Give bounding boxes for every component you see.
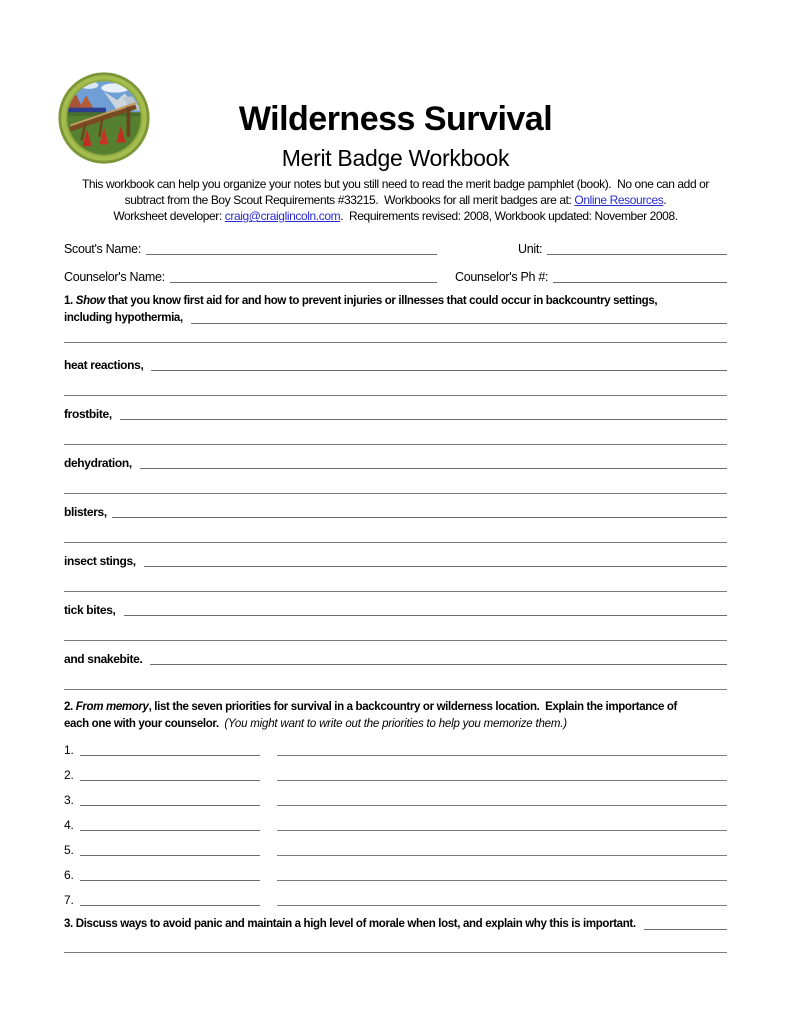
scout-name-group (64, 241, 437, 258)
priority-number-2: 2. (64, 768, 74, 782)
priority-number-7: 7. (64, 893, 74, 907)
intro-line-2-period: . (663, 193, 667, 207)
requirement-1 (64, 293, 727, 327)
requirement-2-line-1 (64, 699, 727, 716)
blisters-row (64, 504, 727, 521)
requirement-3-line (64, 916, 727, 933)
intro-line-1: This workbook can help you organize your notes but you still need to read the merit badge pamphlet (book). No one can add or (81, 177, 710, 191)
counselor-name-label: Counselor's Name: (64, 270, 165, 284)
snakebite-answer-line (150, 651, 727, 665)
requirement-3-text: 3. Discuss ways to avoid panic and maintain a high level of morale when lost, and explain why this is important. (64, 918, 639, 930)
requirement-2-note: (You might want to write out the priorities to help you memorize them.) (224, 718, 567, 730)
scout-name-label: Scout's Name: (64, 242, 141, 256)
priority-7-explain-line (277, 892, 727, 906)
answer-line-full (64, 640, 727, 641)
requirement-1-line-2 (64, 310, 727, 327)
priority-1-explain-line (277, 742, 727, 756)
scout-unit-row (64, 241, 727, 258)
requirement-1-text: that you know first aid for and how to prevent injuries or illnesses that could occur in backcountry settings, (105, 295, 658, 307)
priority-6-explain-line (277, 867, 727, 881)
requirement-1-line-1 (64, 293, 727, 310)
priority-row-5 (64, 842, 727, 859)
counselor-name-group (64, 269, 437, 286)
priority-row-2 (64, 767, 727, 784)
priority-5-explain-line (277, 842, 727, 856)
page-title: Wilderness Survival (238, 100, 553, 138)
answer-line-full (64, 444, 727, 445)
counselor-phone-group (455, 269, 727, 286)
priority-4-explain-line (277, 817, 727, 831)
insect-stings-row (64, 553, 727, 570)
counselor-phone-label: Counselor's Ph #: (455, 270, 549, 284)
online-resources-link[interactable]: Online Resources (574, 193, 664, 207)
unit-input-line (547, 241, 727, 255)
tick-bites-row (64, 602, 727, 619)
priority-row-4 (64, 817, 727, 834)
frostbite-answer-line (120, 406, 727, 420)
priority-2-name-line (80, 767, 260, 781)
priority-number-4: 4. (64, 818, 74, 832)
heat-reactions-row (64, 357, 727, 374)
hypothermia-label: including hypothermia, (64, 312, 186, 324)
answer-line-full (64, 542, 727, 543)
frostbite-row (64, 406, 727, 423)
priority-number-6: 6. (64, 868, 74, 882)
heat-reactions-label: heat reactions, (64, 358, 147, 372)
answer-line-full (64, 493, 727, 494)
heat-reactions-answer-line (151, 357, 727, 371)
requirement-2-text-2: each one with your counselor. (64, 718, 225, 730)
developer-email-link[interactable]: craig@craiglincoln.com (224, 209, 341, 223)
intro-line-3-rest: . Requirements revised: 2008, Workbook updated: November 2008. (340, 209, 678, 223)
snakebite-label: and snakebite. (64, 652, 146, 666)
page-subtitle: Merit Badge Workbook (281, 145, 510, 171)
requirement-2-from-memory: From memory (75, 701, 149, 713)
priority-3-explain-line (277, 792, 727, 806)
answer-line-full (64, 689, 727, 690)
priority-row-6 (64, 867, 727, 884)
priority-2-explain-line (277, 767, 727, 781)
counselor-row (64, 269, 727, 286)
requirement-2-line-2 (64, 716, 727, 733)
scout-name-input-line (146, 241, 437, 255)
dehydration-label: dehydration, (64, 456, 135, 470)
intro-line-2-text: subtract from the Boy Scout Requirements #33215. Workbooks for all merit badges are at: (124, 193, 575, 207)
snakebite-row (64, 651, 727, 668)
intro-line-3-text: Worksheet developer: (113, 209, 225, 223)
counselor-name-input-line (170, 269, 437, 283)
requirement-3-answer-line (644, 916, 727, 930)
tick-bites-label: tick bites, (64, 603, 119, 617)
priority-1-name-line (80, 742, 260, 756)
intro-line-2 (64, 192, 727, 208)
tick-bites-answer-line (124, 602, 728, 616)
intro-paragraph (64, 176, 727, 224)
dehydration-row (64, 455, 727, 472)
priority-number-5: 5. (64, 843, 74, 857)
answer-line-full (64, 952, 727, 953)
counselor-phone-input-line (553, 269, 727, 283)
priority-row-3 (64, 792, 727, 809)
priority-number-1: 1. (64, 743, 74, 757)
priority-3-name-line (80, 792, 260, 806)
requirement-2-number: 2. (64, 701, 76, 713)
blisters-label: blisters, (64, 505, 107, 519)
priority-row-1 (64, 742, 727, 759)
answer-line-full (64, 342, 727, 343)
answer-line-full (64, 395, 727, 396)
requirement-1-show-word: Show (75, 295, 106, 307)
priority-7-name-line (80, 892, 260, 906)
requirement-3 (64, 916, 727, 933)
intro-line-3 (64, 208, 727, 224)
priority-number-3: 3. (64, 793, 74, 807)
priority-6-name-line (80, 867, 260, 881)
insect-stings-label: insect stings, (64, 554, 139, 568)
priority-row-7 (64, 892, 727, 909)
wilderness-survival-merit-badge-icon (57, 70, 151, 166)
insect-stings-answer-line (144, 553, 727, 567)
blisters-answer-line (112, 504, 727, 518)
unit-group (518, 241, 727, 258)
requirement-2 (64, 699, 727, 733)
answer-line-full (64, 591, 727, 592)
hypothermia-answer-line (191, 310, 727, 324)
requirement-2-text: , list the seven priorities for survival in a backcountry or wilderness location. Explain the importance of (148, 701, 678, 713)
priority-5-name-line (80, 842, 260, 856)
frostbite-label: frostbite, (64, 407, 115, 421)
dehydration-answer-line (140, 455, 727, 469)
requirement-1-number: 1. (64, 295, 76, 307)
priority-4-name-line (80, 817, 260, 831)
unit-label: Unit: (518, 242, 543, 256)
